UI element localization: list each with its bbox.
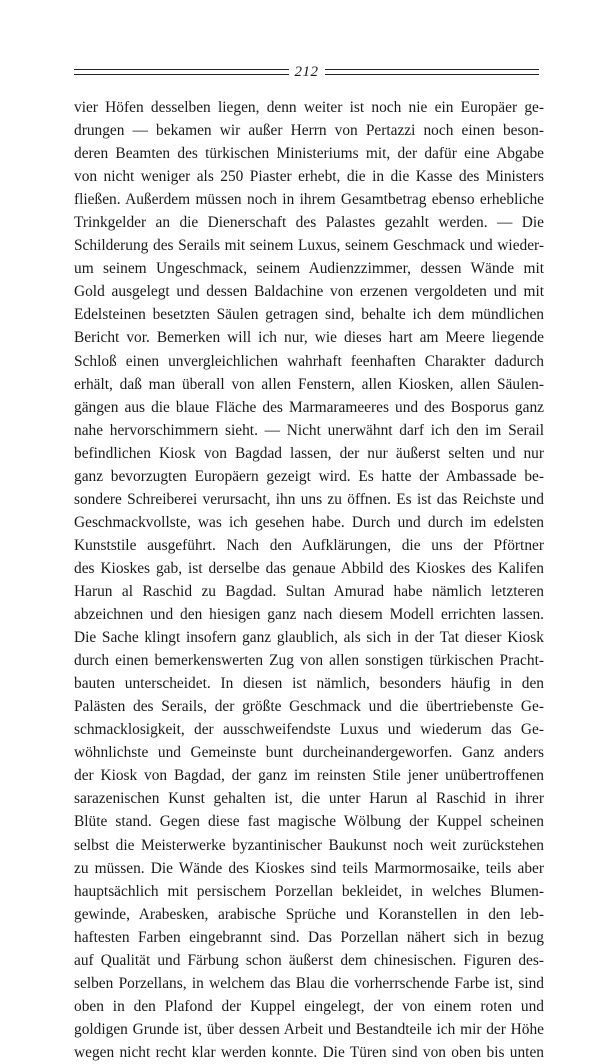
text-line: der Kiosk von Bagdad, der ganz im reinsten Stile jener unübertroffenen [74, 767, 544, 785]
text-line: abzeichnen und den hiesigen ganz nach diesem Modell errichten lassen. [74, 606, 544, 624]
text-line: haftesten Farben eingebrannt sind. Das Porzellan nähert sich in bezug [74, 928, 544, 946]
text-line: Blüte stand. Gegen diese fast magische Wölbung der Kuppel scheinen [74, 813, 544, 831]
text-line: Trinkgelder an die Dienerschaft des Palastes gezahlt werden. — Die [74, 214, 544, 232]
header-rule-right [325, 69, 540, 75]
text-line: sondere Schreiberei verursacht, ihn uns zu öffnen. Es ist das Reichste und [74, 490, 544, 508]
text-line: zu müssen. Die Wände des Kioskes sind teils Marmormosaike, teils aber [74, 859, 544, 877]
text-line: bauten unterscheidet. In diesen ist nämlich, besonders häufig in den [74, 675, 544, 693]
text-line: goldigen Grunde ist, über dessen Arbeit und Bestandteile ich mir der Höhe [74, 1020, 544, 1038]
text-line: Schilderung des Serails mit seinem Luxus, seinem Geschmack und wieder- [74, 237, 544, 255]
text-line: deren Beamten des türkischen Ministeriums mit, der dafür eine Abgabe [74, 145, 544, 163]
text-line: hauptsächlich mit persischem Porzellan bekleidet, in welches Blumen- [74, 882, 544, 900]
text-line: gewinde, Arabesken, arabische Sprüche und Koranstellen in den leb- [74, 905, 544, 923]
text-line: fließen. Außerdem müssen noch in ihrem Gesamtbetrag ebenso erhebliche [74, 191, 544, 209]
text-line: wöhnlichste und Gemeinste bunt durcheinandergeworfen. Ganz anders [74, 744, 544, 762]
text-line: sarazenischen Kunst gehalten ist, die unter Harun al Raschid in ihrer [74, 790, 544, 808]
text-line: drungen — bekamen wir außer Herrn von Pertazzi noch einen beson- [74, 122, 544, 140]
text-line: befindlichen Kiosk von Bagdad lassen, der nur äußerst selten und nur [74, 444, 544, 462]
text-line: des Kioskes gab, ist derselbe das genaue Abbild des Kioskes des Kalifen [74, 559, 544, 577]
text-line: gängen aus die blaue Fläche des Marmarameeres und des Bosporus ganz [74, 398, 544, 416]
text-line: um seinem Ungeschmack, seinem Audienzzimmer, dessen Wände mit [74, 260, 544, 278]
text-line: wegen nicht recht klar werden konnte. Die Türen sind von oben bis unten [74, 1043, 544, 1061]
page-header [74, 62, 539, 82]
text-line: Edelsteinen besetzten Säulen getragen sind, behalte ich dem mündlichen [74, 306, 544, 324]
header-rule-left [74, 69, 289, 75]
text-line: Bericht vor. Bemerken will ich nur, wie dieses hart am Meere liegende [74, 329, 544, 347]
text-line: nahe hervorschimmern sieht. — Nicht unerwähnt darf ich den im Serail [74, 421, 544, 439]
text-line: auf Qualität und Färbung schon äußerst dem chinesischen. Figuren des- [74, 951, 544, 969]
text-line: Gold ausgelegt und dessen Baldachine von erzenen vergoldeten und mit [74, 283, 544, 301]
text-line: von nicht weniger als 250 Piaster erhebt, die in die Kasse des Ministers [74, 168, 544, 186]
text-line: vier Höfen desselben liegen, denn weiter ist noch nie ein Europäer ge- [74, 99, 544, 116]
text-line: Die Sache klingt insofern ganz glaublich, als sich in der Tat dieser Kiosk [74, 629, 544, 647]
text-line: oben in den Plafond der Kuppel eingelegt, der von einem roten und [74, 997, 544, 1015]
text-line: erhält, daß man überall von allen Fenstern, allen Kiosken, allen Säulen- [74, 375, 544, 393]
text-line: ganz bevorzugten Europäern gezeigt wird. Es hatte der Ambassade be- [74, 467, 544, 485]
text-line: Schloß einen unvergleichlichen wahrhaft feenhaften Charakter dadurch [74, 352, 544, 370]
text-line: Geschmackvollste, was ich gesehen habe. Durch und durch im edelsten [74, 513, 544, 531]
text-line: Harun al Raschid zu Bagdad. Sultan Amurad habe nämlich letzteren [74, 582, 544, 600]
body-text [74, 96, 544, 1064]
text-line: schmacklosigkeit, der ausschweifendste Luxus und wiederum das Ge- [74, 721, 544, 739]
text-line: durch einen bemerkenswerten Zug von allen sonstigen türkischen Pracht- [74, 652, 544, 670]
text-line: selben Porzellans, in welchem das Blau die vorherrschende Farbe ist, sind [74, 974, 544, 992]
text-line: Kunststile ausgeführt. Nach den Aufklärungen, die uns der Pförtner [74, 536, 544, 554]
text-line: Palästen des Serails, der größte Geschmack und die übertriebenste Ge- [74, 698, 544, 716]
page-number: 212 [294, 64, 319, 80]
text-line: selbst die Meisterwerke byzantinischer Baukunst noch weit zurückstehen [74, 836, 544, 854]
